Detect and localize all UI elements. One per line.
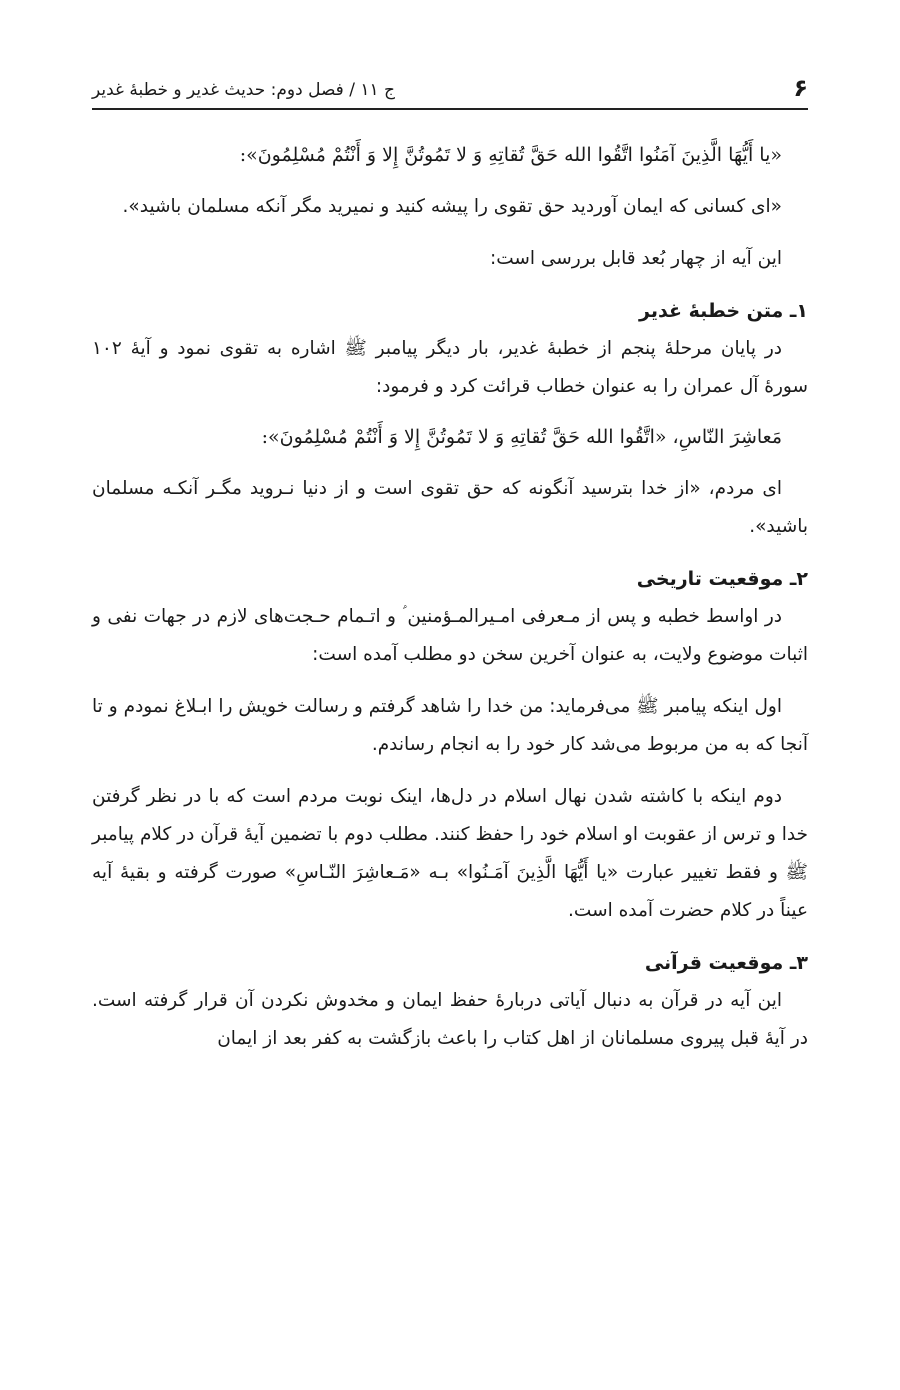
running-title: ج ۱۱ / فصل دوم: حدیث غدیر و خطبهٔ غدیر <box>92 80 396 100</box>
page-number: ۶ <box>793 74 808 102</box>
paragraph: اول اینکه پیامبر ﷺ می‌فرماید: من خدا را شاهد گرفتم و رسالت خویش را ابـلاغ نمودم و تا آنجا که به من مربوط می‌شد کار خود را به انجام رساندم. <box>92 696 808 755</box>
paragraph: این آیه در قرآن به دنبال آیاتی دربارهٔ حفظ ایمان و مخدوش نکردن آن قرار گرفته است. در آیهٔ قبل پیروی مسلمانان از اهل کتاب را باعث بازگشت به کفر بعد از ایمان <box>92 990 808 1049</box>
page-content <box>92 136 808 1058</box>
verse-translation: «ای کسانی که ایمان آوردید حق تقوی را پیشه کنید و نمیرید مگر آنکه مسلمان باشید». <box>122 196 782 217</box>
paragraph: دوم اینکه با کاشته شدن نهال اسلام در دل‌ها، اینک نوبت مردم است که با در نظر گرفتن خدا و ترس از عقوبت او اسلام خود را حفظ کنند. مطلب دوم با تضمین آیهٔ قرآن در کلام پیامبر ﷺ و فقط تغییر عبارت «یا أَیُّهَا الَّذِینَ آمَـنُوا» بـه «مَـعاشِرَ النّـاسِ» صورت گرفته و بقیهٔ آیه عیناً در کلام حضرت آمده است. <box>92 786 808 921</box>
section-heading-2: ۲ـ موقعیت تاریخی <box>636 568 808 590</box>
running-header <box>92 70 808 110</box>
paragraph: در اواسط خطبه و پس از مـعرفی امـیرالمـؤمنین ؑ و اتـمام حـجت‌های لازم در جهات نفی و اثبات موضوع ولایت، به عنوان آخرین سخن دو مطلب آمده است: <box>92 606 808 665</box>
quran-verse: «یا أَیُّهَا الَّذِینَ آمَنُوا اتَّقُوا الله حَقَّ تُقاتِهِ وَ لا تَمُوتُنَّ إِلا وَ أَنْتُمْ مُسْلِمُونَ»: <box>239 144 782 166</box>
quran-verse: مَعاشِرَ النّاسِ، «اتَّقُوا الله حَقَّ تُقاتِهِ وَ لا تَمُوتُنَّ إِلا وَ أَنْتُمْ مُسْلِمُونَ»: <box>261 426 782 448</box>
book-page <box>92 0 808 1390</box>
section-heading-1: ۱ـ متن خطبهٔ غدیر <box>639 300 808 322</box>
verse-translation: ای مردم، «از خدا بترسید آنگونه که حق تقوی است و از دنیا نـروید مگـر آنکـه مسلمان باشید». <box>92 478 808 537</box>
section-heading-3: ۳ـ موقعیت قرآنی <box>644 952 808 974</box>
intro-paragraph: این آیه از چهار بُعد قابل بررسی است: <box>489 248 782 269</box>
paragraph: در پایان مرحلهٔ پنجم از خطبهٔ غدیر، بار دیگر پیامبر ﷺ اشاره به تقوی نمود و آیهٔ ۱۰۲ سورهٔ آل عمران را به عنوان خطاب قرائت کرد و فرمود: <box>92 338 808 397</box>
